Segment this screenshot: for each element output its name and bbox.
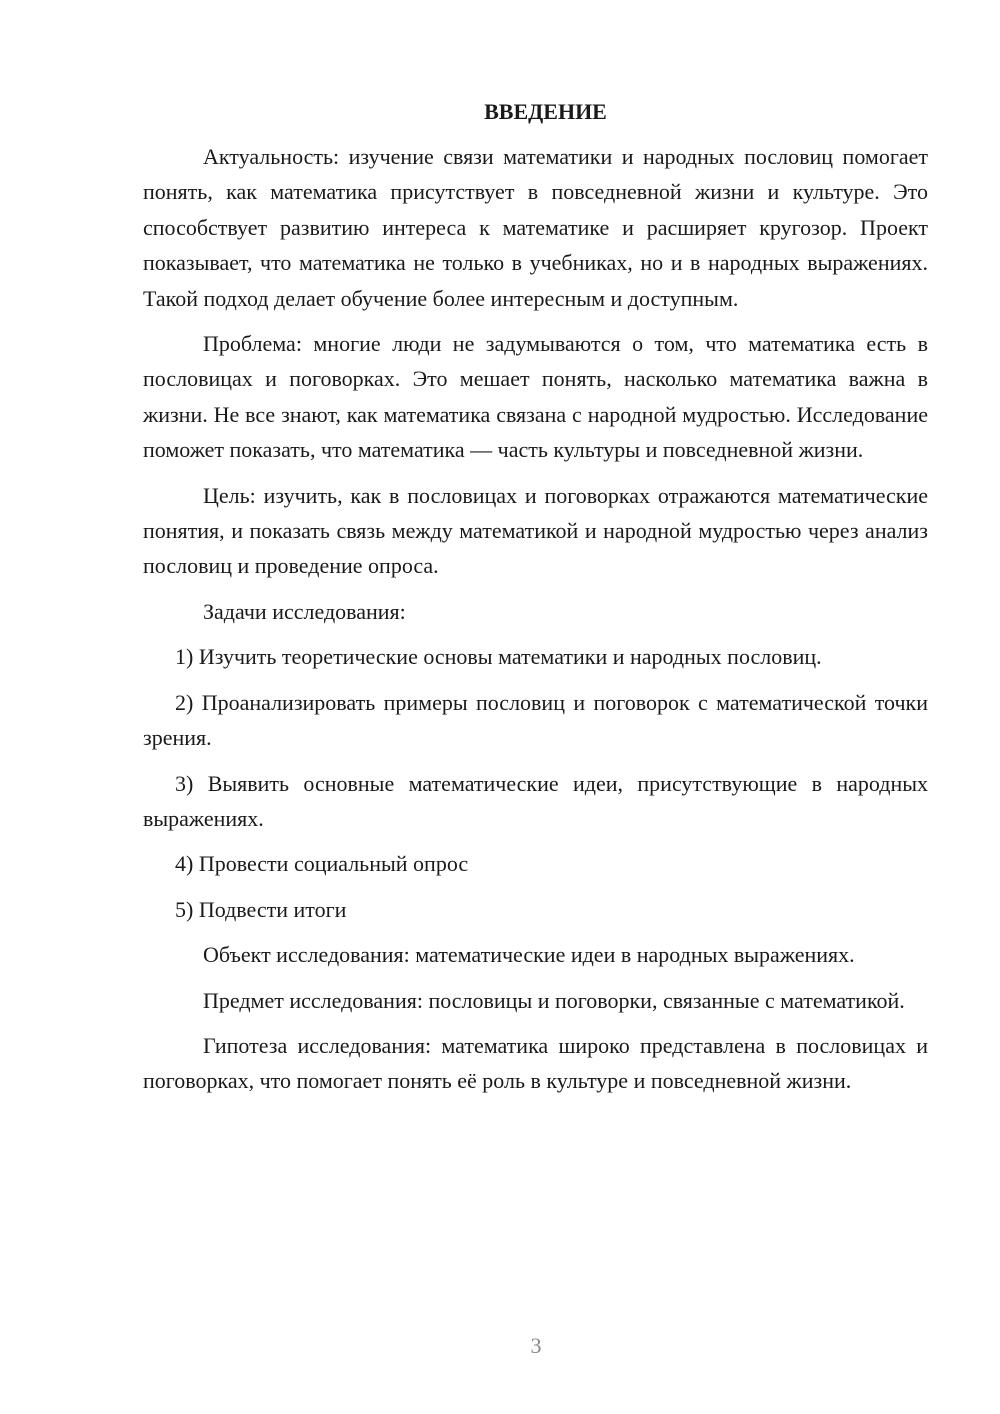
task-item-3: 3) Выявить основные математические идеи, присутствующие в народных выражениях. <box>143 770 928 831</box>
paragraph-goal: Цель: изучить, как в пословицах и поговорках отражаются математические понятия, и показать связь между математикой и народной мудростью через анализ пословиц и проведение опроса. <box>143 482 928 579</box>
task-item-4: 4) Провести социальный опрос <box>175 851 469 877</box>
paragraph-relevance: Актуальность: изучение связи математики и народных пословиц помогает понять, как математика присутствует в повседневной жизни и культуре. Это способствует развитию интереса к математике и расширяет кругозор. Проект показывает, что математика не только в учебниках, но и в народных выражениях. Такой подход делает обучение более интересным и доступным. <box>143 144 928 311</box>
page-content <box>143 94 928 1109</box>
task-item-2: 2) Проанализировать примеры пословиц и поговорок с математической точки зрения. <box>143 689 928 751</box>
paragraph-object: Объект исследования: математические идеи в народных выражениях. <box>203 942 855 968</box>
page-number: 3 <box>530 1333 542 1358</box>
task-item-1: 1) Изучить теоретические основы математики и народных пословиц. <box>175 644 822 670</box>
paragraph-hypothesis: Гипотеза исследования: математика широко представлена в пословицах и поговорках, что помогает понять её роль в культуре и повседневной жизни. <box>143 1032 928 1094</box>
task-item-5: 5) Подвести итоги <box>175 896 347 922</box>
tasks-heading: Задачи исследования: <box>203 598 406 624</box>
paragraph-problem: Проблема: многие люди не задумываются о том, что математика есть в пословицах и поговорках. Это мешает понять, насколько математика важна в жизни. Не все знают, как математика связана с народной мудростью. Исследование поможет показать, что математика — часть культуры и повседневной жизни. <box>143 331 928 463</box>
page-title: ВВЕДЕНИЕ <box>484 99 607 124</box>
paragraph-subject: Предмет исследования: пословицы и поговорки, связанные с математикой. <box>203 987 905 1013</box>
